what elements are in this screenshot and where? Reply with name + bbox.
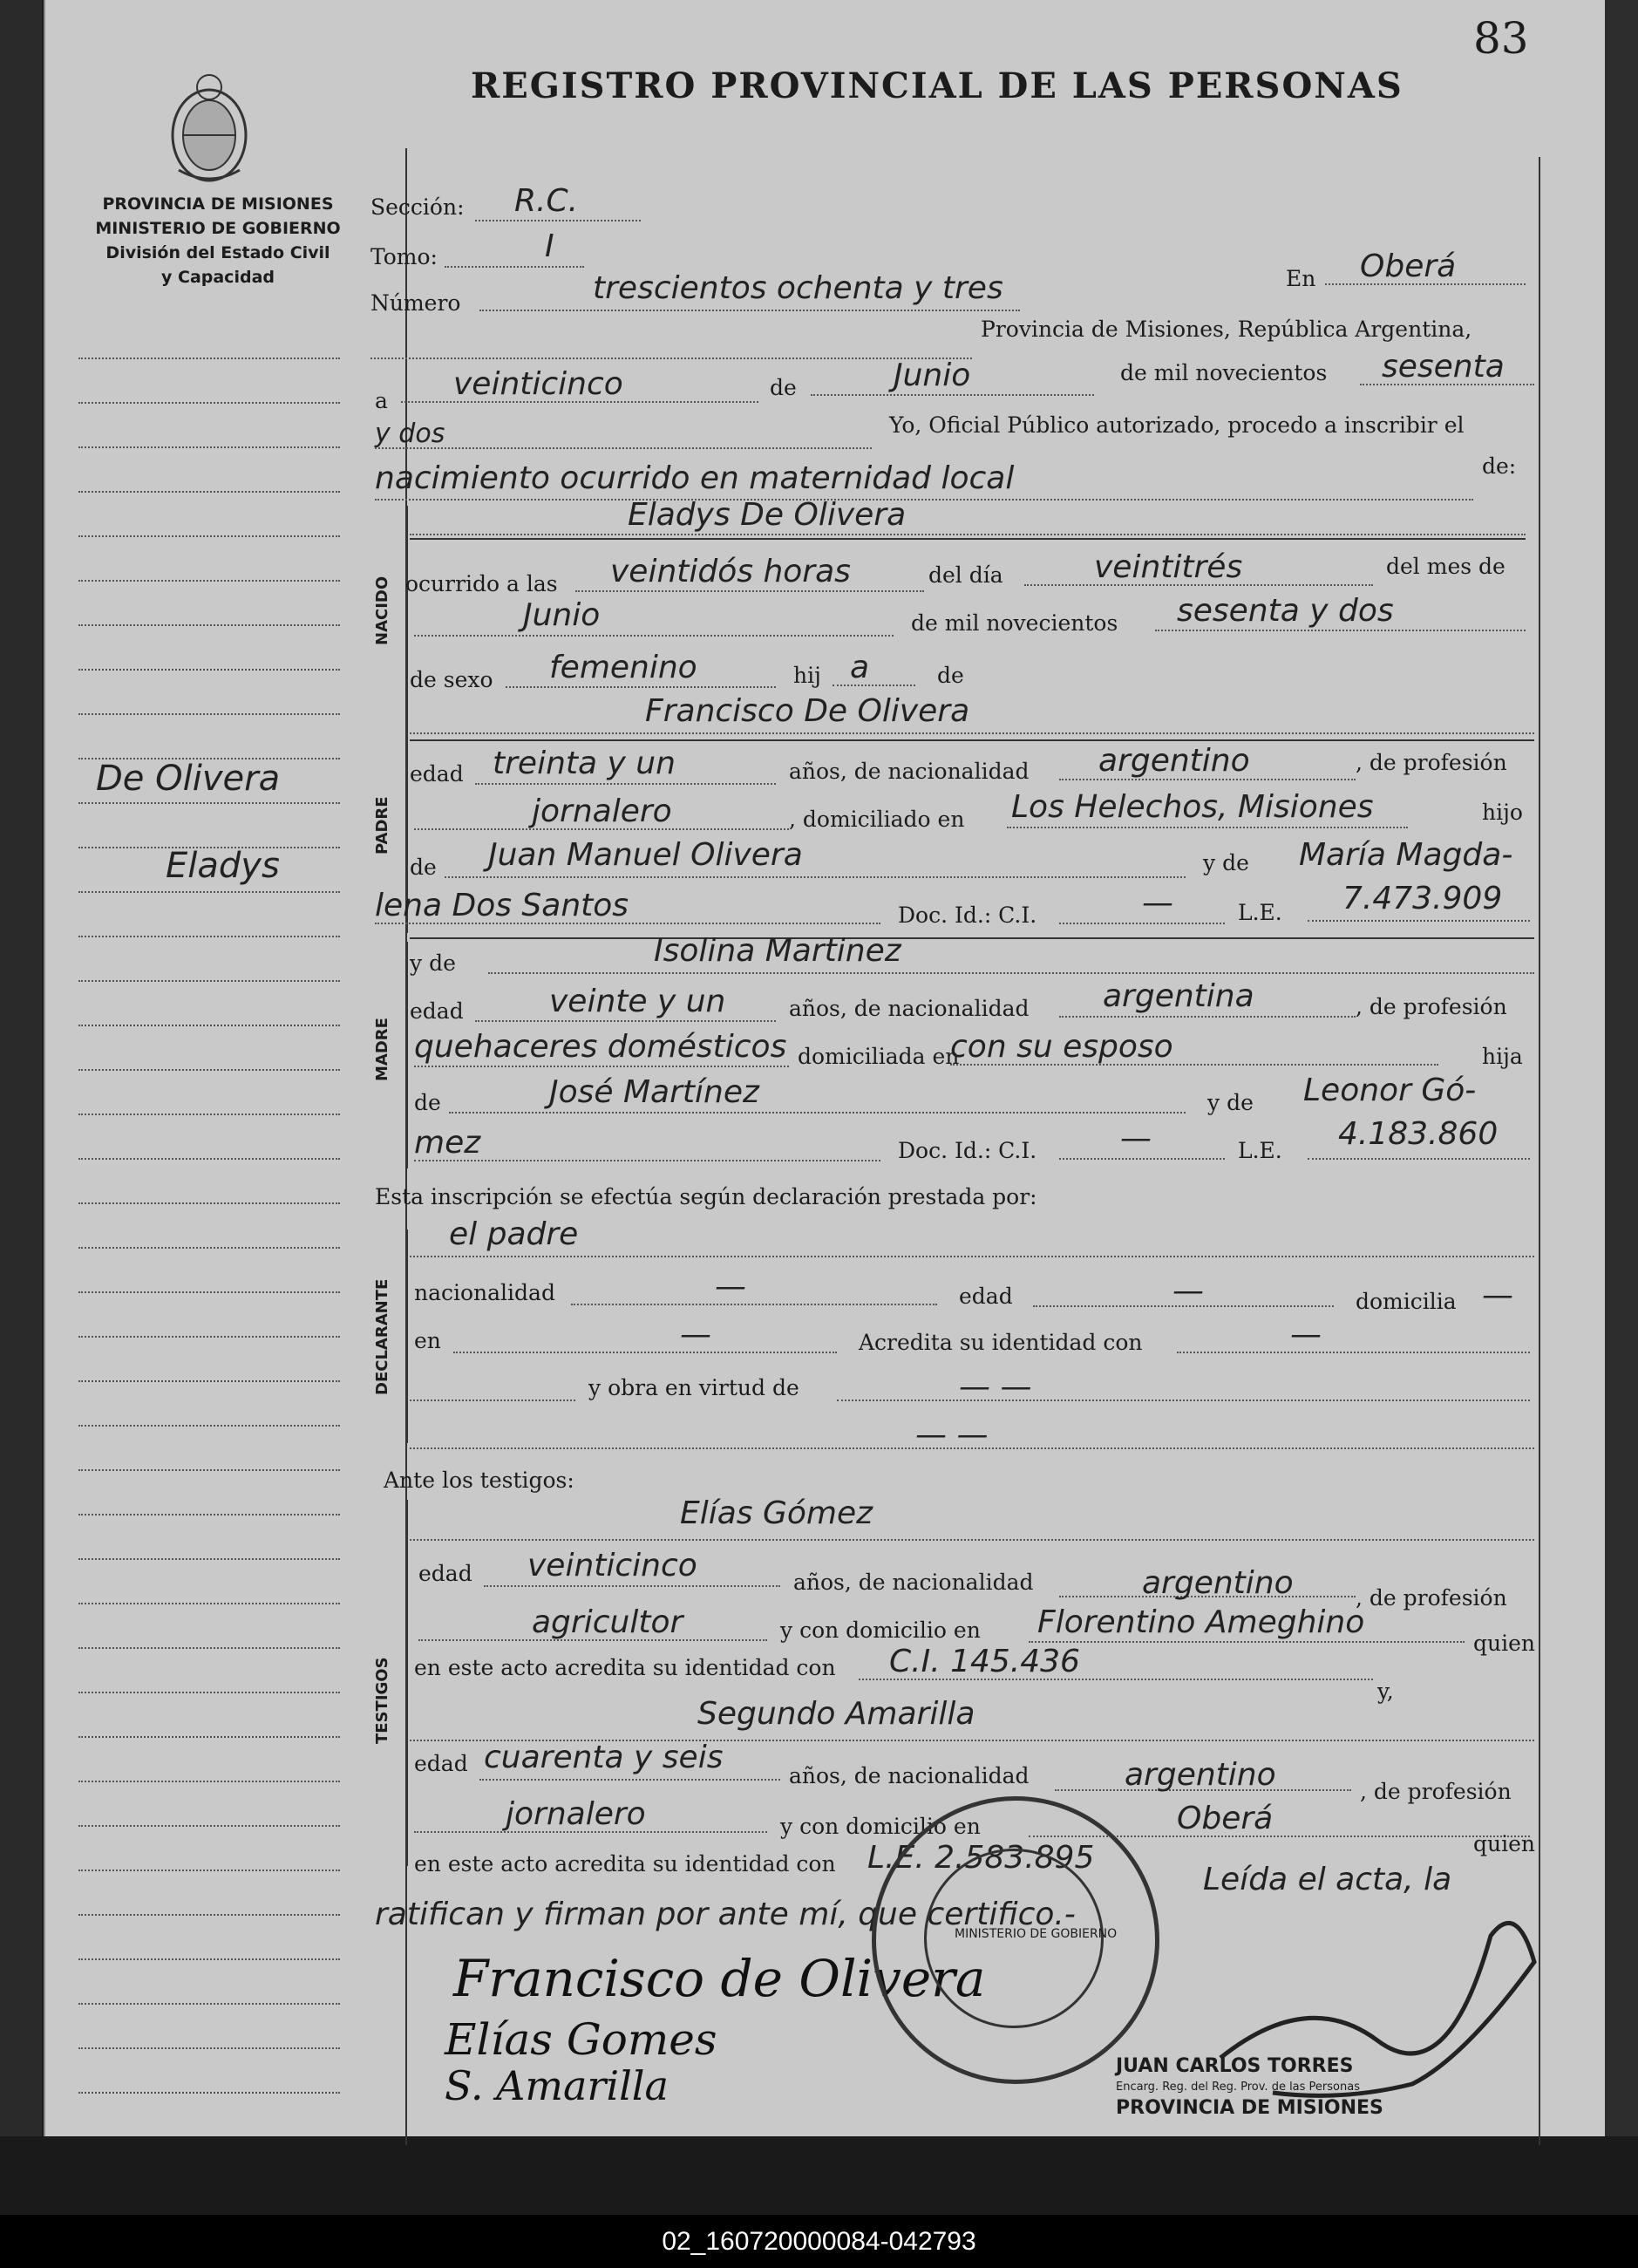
sexo-value: femenino (549, 650, 697, 685)
margin-line (78, 669, 340, 671)
margin-line (78, 1958, 340, 1960)
nacido-top-rule (410, 538, 1526, 540)
declarante-bar (405, 1229, 408, 1443)
testigo2-doc-value: L.E. 2.583.895 (867, 1840, 1095, 1876)
binding-right (1605, 0, 1638, 2136)
nacido-bar (405, 506, 408, 732)
padre-domicilio-value: Los Helechos, Misiones (1011, 789, 1374, 825)
madre-edad-value: veinte y un (549, 984, 726, 1019)
margin-line (78, 1380, 340, 1382)
signature-witness2: S. Amarilla (445, 2062, 669, 2109)
testigo1-quien-label: quien (1473, 1631, 1535, 1656)
margin-line (78, 1247, 340, 1249)
institution-block (74, 192, 362, 289)
madre-y-de2-label: y de (1207, 1090, 1254, 1115)
testigo1-edad-label: edad (418, 1561, 472, 1586)
declaracion-value: el padre (449, 1216, 579, 1252)
margin-line (78, 1825, 340, 1827)
madre-nacionalidad-line (1059, 1016, 1356, 1018)
madre-bar (405, 942, 408, 1168)
officer-title: Encarg. Reg. del Reg. Prov. de las Personas (1116, 2081, 1360, 2094)
madre-profesion-value: quehaceres domésticos (414, 1029, 787, 1065)
padre-anos-label: años, de nacionalidad (789, 759, 1030, 784)
coat-of-arms-icon (161, 65, 257, 187)
testigo2-profesion-line (414, 1831, 767, 1833)
margin-line (78, 491, 340, 493)
margin-line (78, 802, 340, 804)
margin-line (78, 1114, 340, 1115)
a-label: a (375, 388, 388, 413)
padre-edad-label: edad (410, 761, 464, 787)
madre-mother-value-2: mez (414, 1125, 481, 1161)
officer-province: PROVINCIA DE MISIONES (1116, 2097, 1383, 2119)
margin-surname: De Olivera (96, 759, 281, 799)
margin-line (78, 1158, 340, 1160)
margin-line (78, 446, 340, 448)
del-dia-label: del día (928, 562, 1003, 588)
padre-doc-line (1059, 923, 1225, 924)
margin-line (78, 580, 340, 582)
binding-left (0, 0, 42, 2136)
padre-de-label: de (410, 855, 437, 880)
tomo-line (445, 266, 584, 268)
testigo1-acredita-label: en este acto acredita su identidad con (414, 1655, 836, 1680)
declarante-domicilia-label: domicilia (1356, 1289, 1457, 1314)
padre-name-line (410, 732, 1534, 734)
madre-edad-line (475, 1020, 776, 1022)
numero-value: trescientos ochenta y tres (593, 270, 1003, 306)
testigo1-edad-line (484, 1585, 780, 1587)
tomo-value: I (545, 228, 554, 264)
file-id-footer: 02_160720000084-042793 (0, 2215, 1638, 2268)
testigo1-y-label: y, (1377, 1679, 1394, 1704)
testigo1-name-line (410, 1539, 1534, 1541)
madre-profesion-label: , de profesión (1356, 994, 1507, 1019)
de2-label: de: (1482, 453, 1517, 479)
padre-doc-value: — (1142, 885, 1173, 921)
declarante-blank-line (410, 1400, 575, 1401)
madre-domicilio-value: con su esposo (950, 1029, 1173, 1065)
padre-section-label: PADRE (373, 796, 391, 855)
del-mes-label: del mes de (1386, 554, 1505, 579)
madre-mother-value: Leonor Gó- (1303, 1073, 1477, 1108)
margin-line (78, 624, 340, 626)
declarante-virtud-value: — — (959, 1369, 1032, 1405)
declarante-edad-value: — (1172, 1273, 1204, 1309)
padre-edad-value: treinta y un (493, 746, 676, 781)
testigo1-anos-label: años, de nacionalidad (793, 1570, 1034, 1595)
official-text: Yo, Oficial Público autorizado, procedo a inscribir el (889, 412, 1465, 438)
testigo2-profesion-value: jornalero (506, 1796, 646, 1832)
seccion-label: Sección: (370, 194, 465, 220)
madre-nacionalidad-value: argentina (1103, 978, 1254, 1014)
testigo2-edad-label: edad (414, 1751, 468, 1776)
margin-line (78, 1603, 340, 1604)
declarante-virtud-label: y obra en virtud de (588, 1375, 799, 1400)
madre-doc-label: Doc. Id.: C.I. (898, 1138, 1037, 1163)
margin-line (78, 1558, 340, 1560)
day-value: veinticinco (453, 366, 623, 402)
madre-y-de-label: y de (410, 950, 456, 976)
padre-le-line (1308, 920, 1530, 922)
declarante-nacionalidad-label: nacionalidad (414, 1280, 555, 1305)
testigo2-edad-value: cuarenta y seis (484, 1740, 724, 1775)
madre-le-label: L.E. (1238, 1138, 1282, 1163)
declarante-en-line (453, 1352, 837, 1353)
testigo2-nacionalidad-value: argentino (1125, 1757, 1276, 1793)
hour-value: veintidós horas (610, 554, 851, 589)
padre-mother-line-2 (375, 923, 880, 924)
stamp-text: MINISTERIO DE GOBIERNO (955, 1927, 1118, 1941)
sexo-label: de sexo (410, 667, 493, 692)
institution-line2: MINISTERIO DE GOBIERNO (95, 219, 341, 238)
hij-line (833, 684, 915, 686)
ocurrido-label: ocurrido a las (405, 571, 558, 596)
month-line (811, 394, 1094, 396)
padre-y-de-label: y de (1203, 850, 1249, 875)
dia-value: veintitrés (1094, 549, 1243, 585)
nacido-year-label: de mil novecientos (911, 610, 1118, 636)
madre-father-value: José Martínez (549, 1074, 759, 1110)
nacido-year-value: sesenta y dos (1177, 593, 1394, 629)
hij-label: hij (793, 663, 821, 688)
margin-line (78, 2003, 340, 2005)
madre-doc-line (1059, 1158, 1225, 1160)
madre-name: Isolina Martinez (654, 933, 901, 969)
padre-mother-value: María Magda- (1299, 837, 1513, 873)
margin-line (78, 1870, 340, 1871)
padre-domiciliado-label: , domiciliado en (789, 807, 965, 832)
madre-section-label: MADRE (373, 1018, 391, 1081)
madre-name-line (488, 972, 1534, 974)
margin-line (78, 402, 340, 404)
testigo1-domicilio-line (1029, 1641, 1465, 1643)
padre-father-value: Juan Manuel Olivera (488, 837, 803, 873)
nacido-name: Eladys De Olivera (628, 497, 907, 533)
margin-line (78, 1336, 340, 1338)
margin-line (78, 1514, 340, 1515)
margin-line (78, 1736, 340, 1738)
event-line (375, 499, 1473, 501)
madre-edad-label: edad (410, 998, 464, 1024)
testigo1-domicilio-label: y con domicilio en (780, 1618, 981, 1643)
numero-label: Número (370, 290, 461, 316)
margin-line (78, 1069, 340, 1071)
seccion-line (475, 220, 641, 221)
margin-line (78, 980, 340, 982)
madre-hija-label: hija (1482, 1044, 1523, 1069)
declarante-acredita-value: — (1290, 1317, 1322, 1352)
testigo1-nacionalidad-value: argentino (1142, 1565, 1294, 1601)
margin-line (78, 2092, 340, 2094)
province-text: Provincia de Misiones, República Argentina, (981, 317, 1472, 342)
margin-line (78, 1647, 340, 1649)
padre-profesion-line (414, 828, 789, 830)
nacido-month-value: Junio (523, 597, 601, 633)
testigo2-edad-line (479, 1779, 780, 1781)
declarante-nacionalidad-line (571, 1304, 937, 1305)
declarante-virtud-line (837, 1400, 1530, 1401)
institution-line4: y Capacidad (161, 268, 275, 287)
declaracion-line (410, 1256, 1534, 1257)
margin-line (78, 1202, 340, 1204)
testigo2-domicilio-value: Oberá (1177, 1801, 1274, 1836)
signature-father: Francisco de Olivera (453, 1949, 986, 2008)
padre-le-label: L.E. (1238, 900, 1282, 925)
year-label: de mil novecientos (1120, 360, 1328, 385)
testigo2-anos-label: años, de nacionalidad (789, 1763, 1030, 1788)
tomo-label: Tomo: (370, 244, 438, 269)
padre-hijo-label: hijo (1482, 800, 1523, 825)
declarante-en-label: en (414, 1328, 441, 1353)
hour-line (575, 590, 924, 592)
margin-line (78, 2047, 340, 2049)
nacido-month-line (414, 635, 894, 637)
month-value: Junio (894, 358, 971, 393)
declarante-acredita-label: Acredita su identidad con (859, 1330, 1143, 1355)
madre-anos-label: años, de nacionalidad (789, 996, 1030, 1021)
margin-given-name: Eladys (166, 846, 280, 886)
declarante-nacionalidad-value: — (715, 1269, 746, 1304)
institution-line3: División del Estado Civil (105, 243, 330, 262)
declarante-domicilia-value: — (1482, 1277, 1513, 1313)
margin-line (78, 891, 340, 893)
padre-profesion-value: jornalero (532, 793, 672, 829)
page-title: REGISTRO PROVINCIAL DE LAS PERSONAS (471, 65, 1404, 106)
year-line-2 (375, 447, 872, 449)
declaracion-text: Esta inscripción se efectúa según declaración prestada por: (375, 1184, 1037, 1209)
margin-line (78, 713, 340, 715)
margin-line (78, 1425, 340, 1427)
testigo2-domicilio-label: y con domicilio en (780, 1814, 981, 1839)
margin-line (78, 1781, 340, 1782)
testigo1-doc-value: C.I. 145.436 (889, 1644, 1080, 1679)
en-value: Oberá (1360, 249, 1457, 284)
margin-line (78, 1025, 340, 1026)
blank-line-1 (370, 358, 972, 359)
margin-line (78, 936, 340, 937)
madre-le-line (1308, 1158, 1530, 1160)
nacido-section-label: NACIDO (373, 576, 391, 645)
testigo1-domicilio-value: Florentino Ameghino (1037, 1604, 1365, 1640)
officer-name: JUAN CARLOS TORRES (1116, 2055, 1354, 2077)
padre-domicilio-line (1007, 827, 1408, 828)
margin-line (78, 1469, 340, 1471)
right-rule (1539, 157, 1540, 2145)
padre-father-line (445, 876, 1186, 878)
testigo2-profesion-label: , de profesión (1360, 1779, 1512, 1804)
margin-line (78, 1914, 340, 1916)
testigo1-edad-value: veinticinco (527, 1548, 697, 1584)
margin-line (78, 1291, 340, 1293)
padre-mother-value-2: lena Dos Santos (375, 888, 629, 923)
event-value: nacimiento ocurrido en maternidad local (375, 460, 1015, 496)
officer-block (1116, 2056, 1383, 2119)
testigos-bar (405, 1500, 408, 1866)
declarante-en-value: — (680, 1317, 711, 1352)
testigo1-profesion-label: , de profesión (1356, 1585, 1507, 1611)
padre-bottom-rule (410, 937, 1534, 939)
declarante-section-label: DECLARANTE (373, 1278, 391, 1395)
sexo-line (506, 686, 776, 688)
hij-de-label: de (937, 663, 964, 688)
institution-line1: PROVINCIA DE MISIONES (102, 194, 334, 214)
closing-line2: ratifican y firman por ante mí, que certifico.- (375, 1897, 1076, 1932)
padre-le-value: 7.473.909 (1342, 881, 1503, 916)
madre-mother-line-2 (414, 1160, 880, 1161)
margin-line (78, 1692, 340, 1693)
margin-line (78, 358, 340, 359)
en-label: En (1286, 266, 1316, 291)
padre-name: Francisco De Olivera (645, 693, 970, 729)
declarante-acredita-line (1177, 1352, 1530, 1353)
madre-doc-value: — (1120, 1120, 1152, 1156)
testigo2-acredita-label: en este acto acredita su identidad con (414, 1851, 836, 1876)
padre-top-rule (410, 739, 1534, 741)
declarante-edad-label: edad (959, 1284, 1013, 1309)
seccion-value: R.C. (514, 183, 579, 219)
signature-witness1: Elías Gomes (445, 2014, 717, 2065)
hij-value: a (850, 650, 870, 685)
padre-doc-label: Doc. Id.: C.I. (898, 902, 1037, 928)
de-label: de (770, 375, 797, 400)
nacido-year-line (1155, 630, 1526, 631)
testigo1-profesion-value: agricultor (532, 1604, 683, 1640)
numero-line (479, 310, 1020, 311)
testigos-section-label: TESTIGOS (373, 1657, 391, 1744)
madre-profesion-line (414, 1066, 789, 1067)
padre-nacionalidad-line (1059, 779, 1356, 780)
madre-le-value: 4.183.860 (1338, 1116, 1499, 1152)
padre-edad-line (475, 783, 776, 785)
nacido-name-line (410, 534, 1526, 535)
year-value: sesenta (1382, 349, 1505, 385)
page-number: 83 (1473, 13, 1529, 64)
padre-nacionalidad-value: argentino (1098, 743, 1250, 779)
margin-line (78, 535, 340, 537)
testigo2-name: Segundo Amarilla (697, 1696, 975, 1732)
madre-de-label: de (414, 1090, 441, 1115)
year-value-2: y dos (375, 419, 445, 449)
declarante-extra-value: — — (915, 1417, 989, 1453)
padre-profesion-label: , de profesión (1356, 750, 1507, 775)
madre-father-line (449, 1112, 1186, 1114)
testigo1-profesion-line (418, 1639, 767, 1641)
testigo2-quien-label: quien (1473, 1831, 1535, 1856)
closing-line1: Leída el acta, la (1203, 1862, 1452, 1897)
madre-domiciliada-label: domiciliada en (798, 1044, 960, 1069)
testigo1-name: Elías Gómez (680, 1495, 873, 1531)
ante-testigos-label: Ante los testigos: (384, 1468, 574, 1493)
